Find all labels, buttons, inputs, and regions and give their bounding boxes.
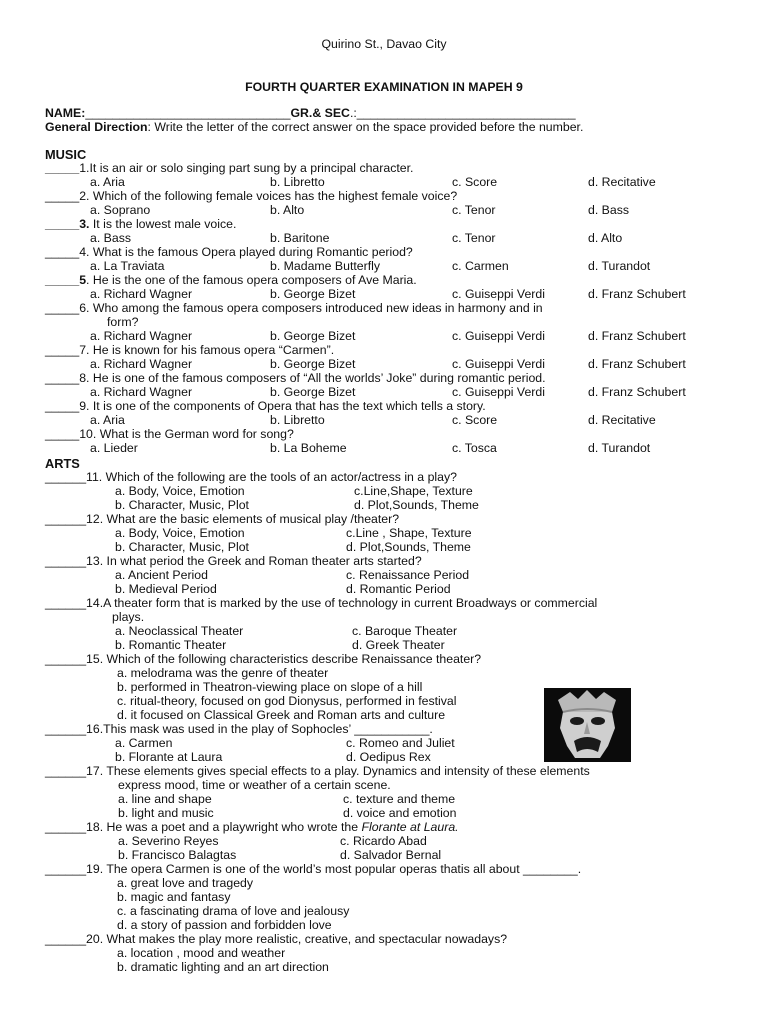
- answer-option: b. George Bizet: [270, 329, 356, 343]
- answer-option: a. Aria: [90, 175, 125, 189]
- question-line: [45, 862, 581, 876]
- answer-option: a. Body, Voice, Emotion: [115, 484, 245, 498]
- answer-blank: _____: [45, 217, 80, 231]
- answer-option: d. Franz Schubert: [588, 357, 686, 371]
- question-text: 2. Which of the following female voices has the highest female voice?: [79, 189, 458, 203]
- question-text: ______15. Which of the following characteristics describe Renaissance theater?: [45, 652, 482, 666]
- question-line: [45, 301, 543, 315]
- answer-option: d. it focused on Classical Greek and Roman arts and culture: [117, 708, 446, 722]
- answer-option: b. Libretto: [270, 175, 325, 189]
- answer-option: b. Romantic Theater: [115, 638, 227, 652]
- answer-option: b. Florante at Laura: [115, 750, 223, 764]
- answer-blank: _____: [45, 343, 80, 357]
- answer-option: a. Ancient Period: [115, 568, 208, 582]
- answer-option: c. Ricardo Abad: [340, 834, 427, 848]
- question-line: [45, 399, 486, 413]
- answer-blank: _____: [45, 301, 80, 315]
- answer-option: a. La Traviata: [90, 259, 165, 273]
- direction-text: : Write the letter of the correct answer on the space provided before the number.: [147, 120, 584, 134]
- question-text: . He is the one of the famous opera composers of Ave Maria.: [86, 273, 417, 287]
- arts-section-title: ARTS: [45, 456, 80, 471]
- question-line: [45, 512, 399, 526]
- question-continuation: form?: [107, 315, 139, 329]
- question-italic-title: Florante at Laura.: [361, 820, 459, 834]
- question-line: [45, 427, 294, 441]
- answer-blank: _____: [45, 245, 80, 259]
- answer-option: a. Aria: [90, 413, 125, 427]
- answer-option: a. Severino Reyes: [118, 834, 219, 848]
- answer-option: d. Bass: [588, 203, 630, 217]
- answer-option: a. melodrama was the genre of theater: [117, 666, 329, 680]
- answer-option: b. Baritone: [270, 231, 330, 245]
- question-continuation: express mood, time or weather of a certain scene.: [118, 778, 391, 792]
- answer-option: d. Plot,Sounds, Theme: [346, 540, 471, 554]
- answer-option: c. a fascinating drama of love and jealousy: [117, 904, 350, 918]
- question-line: [45, 764, 590, 778]
- question-line: [45, 652, 481, 666]
- answer-option: b. Madame Butterfly: [270, 259, 381, 273]
- question-line: [45, 161, 413, 175]
- answer-option: d. voice and emotion: [343, 806, 457, 820]
- answer-option: c. Romeo and Juliet: [346, 736, 455, 750]
- question-line: [45, 820, 459, 834]
- name-blank: ______________________________: [85, 106, 291, 120]
- answer-option: d. Plot,Sounds, Theme: [354, 498, 479, 512]
- answer-option: b. performed in Theatron-viewing place on slope of a hill: [117, 680, 423, 694]
- answer-blank: _____: [45, 427, 80, 441]
- answer-option: b. magic and fantasy: [117, 890, 231, 904]
- question-text: ______14.A theater form that is marked by the use of technology in current Broadways or commercial: [45, 596, 598, 610]
- question-text: 1.It is an air or solo singing part sung by a principal character.: [79, 161, 414, 175]
- music-section-title: MUSIC: [45, 147, 87, 162]
- answer-option: a. Richard Wagner: [90, 357, 193, 371]
- answer-option: d. Franz Schubert: [588, 329, 686, 343]
- question-line: [45, 273, 417, 287]
- question-line: [45, 554, 422, 568]
- question-line: [45, 189, 457, 203]
- question-line: [45, 722, 433, 736]
- question-text: ______17. These elements gives special effects to a play. Dynamics and intensity of these elements: [45, 764, 590, 778]
- answer-option: c. Guiseppi Verdi: [452, 385, 545, 399]
- answer-option: a. location , mood and weather: [117, 946, 286, 960]
- question-line: [45, 371, 546, 385]
- question-text: ______12. What are the basic elements of musical play /theater?: [45, 512, 400, 526]
- answer-option: c. texture and theme: [343, 792, 456, 806]
- question-number: 3.: [79, 217, 90, 231]
- answer-option: c. Tenor: [452, 231, 496, 245]
- grsec-label: GR.& SEC: [290, 106, 350, 120]
- answer-option: c. Score: [452, 175, 498, 189]
- answer-option: b. La Boheme: [270, 441, 347, 455]
- answer-option: a. Richard Wagner: [90, 287, 193, 301]
- answer-option: d. Recitative: [588, 175, 656, 189]
- answer-option: d. Turandot: [588, 441, 651, 455]
- answer-blank: _____: [45, 161, 80, 175]
- answer-option: c. Score: [452, 413, 498, 427]
- school-address: Quirino St., Davao City: [321, 37, 447, 51]
- answer-blank: _____: [45, 371, 80, 385]
- question-text: 7. He is known for his famous opera “Carmen”.: [79, 343, 335, 357]
- answer-option: a. great love and tragedy: [117, 876, 254, 890]
- question-text: ______16.This mask was used in the play of Sophocles’ ___________.: [45, 722, 433, 736]
- answer-option: c. Guiseppi Verdi: [452, 357, 545, 371]
- question-line: [45, 470, 457, 484]
- answer-blank: _____: [45, 399, 80, 413]
- answer-option: b. dramatic lighting and an art direction: [117, 960, 329, 974]
- name-label: NAME:: [45, 106, 86, 120]
- name-line: [45, 106, 576, 120]
- answer-option: b. George Bizet: [270, 385, 356, 399]
- answer-option: b. Character, Music, Plot: [115, 540, 249, 554]
- question-line: [45, 343, 334, 357]
- answer-option: c. Tenor: [452, 203, 496, 217]
- question-text: It is the lowest male voice.: [89, 217, 237, 231]
- answer-option: a. Lieder: [90, 441, 138, 455]
- answer-option: c. ritual-theory, focused on god Dionysus, performed in festival: [117, 694, 457, 708]
- answer-option: b. Francisco Balagtas: [118, 848, 237, 862]
- answer-option: a. Carmen: [115, 736, 173, 750]
- answer-option: a. Richard Wagner: [90, 329, 193, 343]
- answer-option: d. Greek Theater: [352, 638, 445, 652]
- question-text: 4. What is the famous Opera played during Romantic period?: [79, 245, 413, 259]
- question-number: 5: [79, 273, 87, 287]
- question-text: 6. Who among the famous opera composers introduced new ideas in harmony and in: [79, 301, 543, 315]
- answer-option: b. George Bizet: [270, 287, 356, 301]
- exam-title: FOURTH QUARTER EXAMINATION IN MAPEH 9: [245, 80, 523, 94]
- answer-blank: _____: [45, 189, 80, 203]
- answer-option: c.Line , Shape, Texture: [346, 526, 472, 540]
- answer-option: c. Guiseppi Verdi: [452, 287, 545, 301]
- question-text: 9. It is one of the components of Opera that has the text which tells a story.: [79, 399, 486, 413]
- answer-option: d. Recitative: [588, 413, 656, 427]
- answer-option: a. line and shape: [118, 792, 212, 806]
- question-text: ______11. Which of the following are the tools of an actor/actress in a play?: [45, 470, 457, 484]
- answer-option: a. Body, Voice, Emotion: [115, 526, 245, 540]
- answer-option: d. Romantic Period: [346, 582, 451, 596]
- answer-option: b. light and music: [118, 806, 214, 820]
- answer-option: b. Libretto: [270, 413, 325, 427]
- answer-blank: _____: [45, 273, 80, 287]
- answer-option: b. Character, Music, Plot: [115, 498, 249, 512]
- direction-label: General Direction: [45, 120, 148, 134]
- answer-option: c.Line,Shape, Texture: [354, 484, 473, 498]
- question-text: ______19. The opera Carmen is one of the world’s most popular operas thatis all about ________.: [45, 862, 582, 876]
- greek-mask-image: [544, 688, 631, 762]
- answer-option: c. Carmen: [452, 259, 509, 273]
- question-text: ______18. He was a poet and a playwright who wrote the: [45, 820, 362, 834]
- question-line: [45, 217, 236, 231]
- question-line: [45, 596, 597, 610]
- answer-option: d. Oedipus Rex: [346, 750, 431, 764]
- answer-option: c. Baroque Theater: [352, 624, 458, 638]
- answer-option: a. Richard Wagner: [90, 385, 193, 399]
- question-text: ______20. What makes the play more realistic, creative, and spectacular nowadays?: [45, 932, 508, 946]
- answer-option: a. Bass: [90, 231, 132, 245]
- answer-option: a. Neoclassical Theater: [115, 624, 244, 638]
- answer-option: d. Franz Schubert: [588, 287, 686, 301]
- answer-option: b. Medieval Period: [115, 582, 217, 596]
- answer-option: d. Salvador Bernal: [340, 848, 442, 862]
- answer-option: d. Turandot: [588, 259, 651, 273]
- question-line: [45, 245, 413, 259]
- answer-option: b. George Bizet: [270, 357, 356, 371]
- question-continuation: plays.: [112, 610, 145, 624]
- question-line: [45, 932, 507, 946]
- answer-option: b. Alto: [270, 203, 305, 217]
- answer-option: d. Franz Schubert: [588, 385, 686, 399]
- general-direction: [45, 120, 583, 134]
- answer-option: c. Tosca: [452, 441, 497, 455]
- answer-option: c. Guiseppi Verdi: [452, 329, 545, 343]
- question-text: 8. He is one of the famous composers of “All the worlds’ Joke” during romantic period.: [79, 371, 546, 385]
- question-text: ______13. In what period the Greek and Roman theater arts started?: [45, 554, 422, 568]
- answer-option: d. a story of passion and forbidden love: [117, 918, 332, 932]
- question-text: 10. What is the German word for song?: [79, 427, 294, 441]
- answer-option: c. Renaissance Period: [346, 568, 470, 582]
- answer-option: d. Alto: [588, 231, 623, 245]
- answer-option: a. Soprano: [90, 203, 151, 217]
- grsec-blank: .:________________________________: [349, 106, 576, 120]
